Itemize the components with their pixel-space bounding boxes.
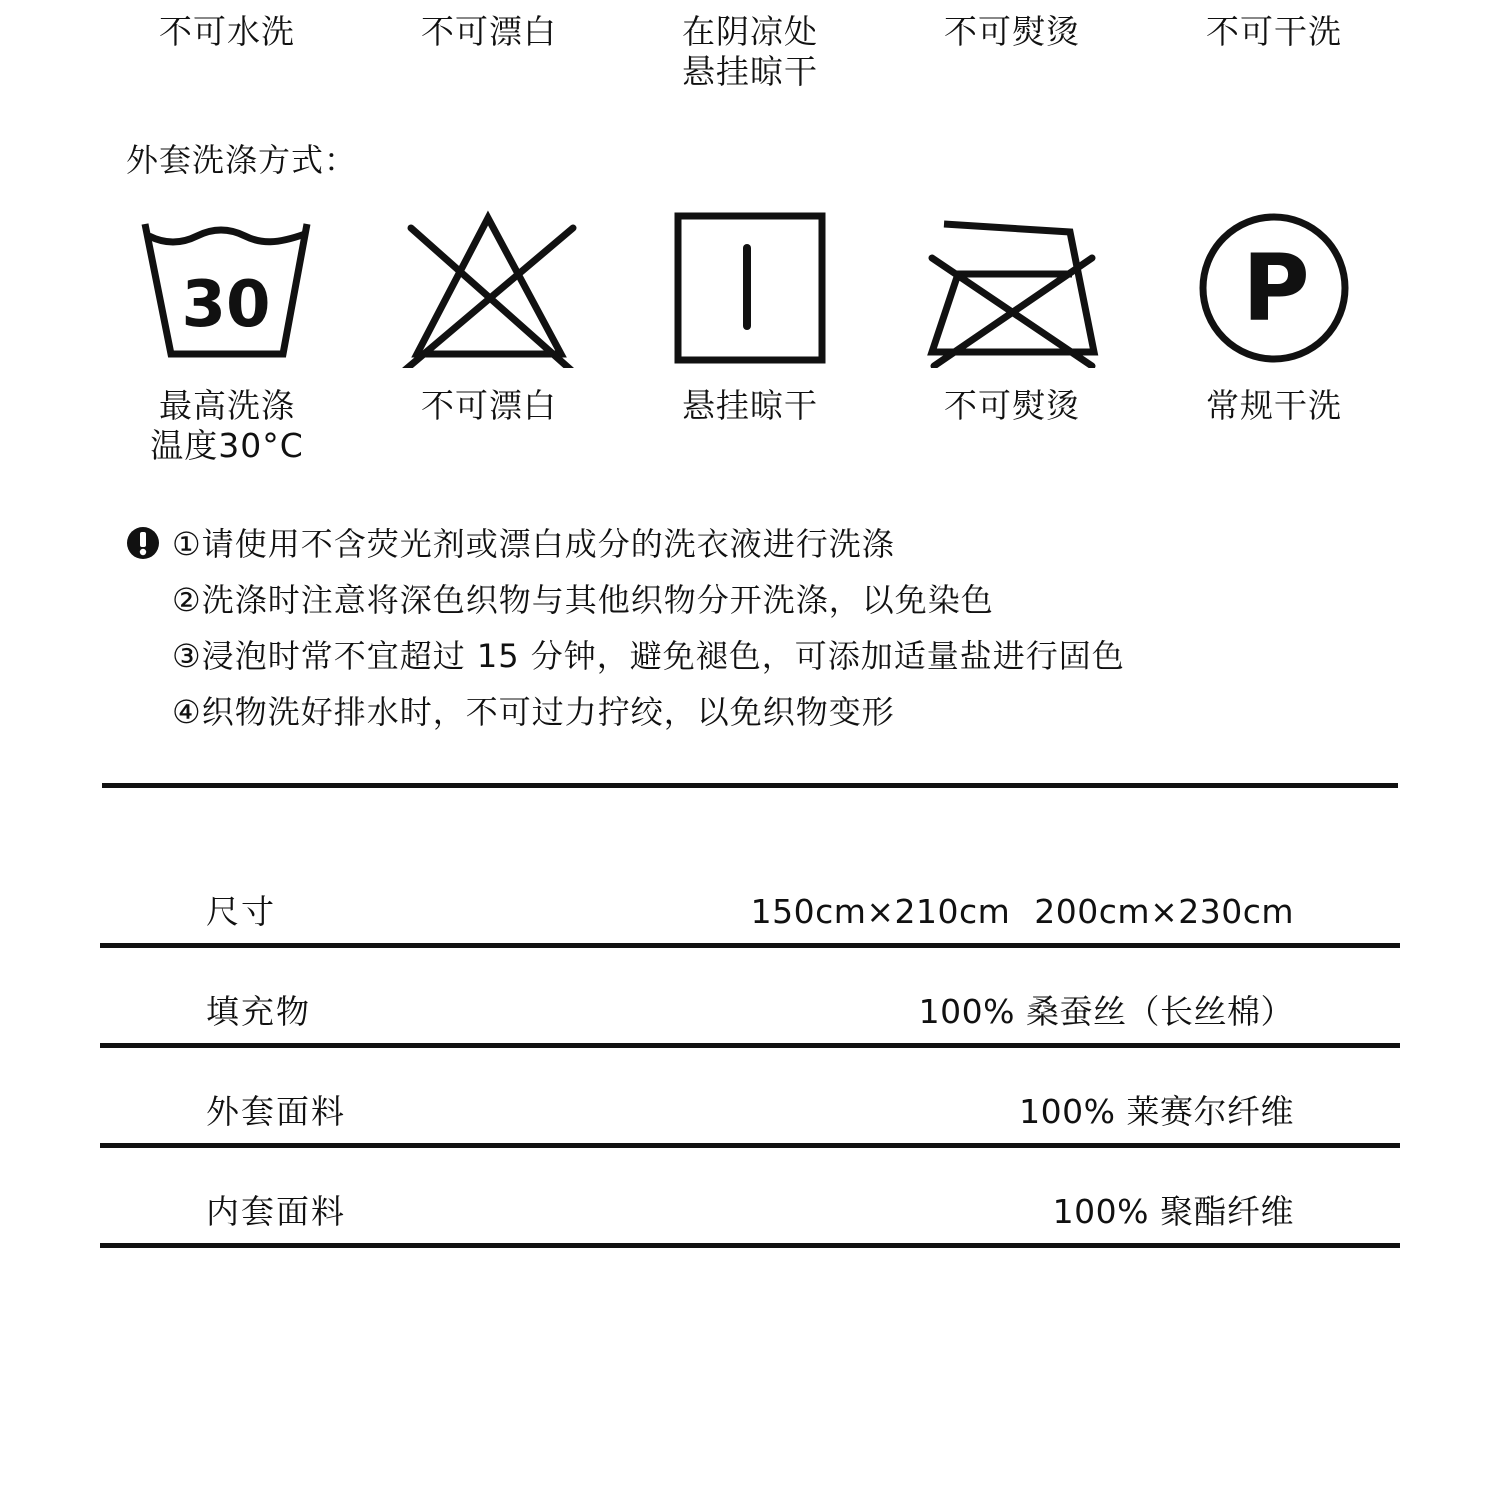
top-care-label-no-iron: 不可熨烫 [944,12,1080,51]
top-care-label-no-dry-clean: 不可干洗 [1206,12,1342,51]
outer-wash-title: 外套洗涤方式： [126,141,358,179]
note-item: ②洗涤时注意将深色织物与其他织物分开洗涤，以免染色 [172,581,994,619]
top-care-label-no-wash: 不可水洗 [159,12,295,51]
outer-fabric-value: 100% 莱赛尔纤维 [1019,1092,1294,1131]
no-iron-label: 不可熨烫 [944,386,1080,425]
wash-temperature-glyph: 30 [181,268,271,342]
no-iron-icon [922,208,1102,368]
spec-label: 尺寸 [206,892,276,931]
line-dry-label: 悬挂晾干 [682,386,818,425]
line-dry-icon [660,208,840,368]
note-item: ④织物洗好排水时，不可过力拧绞，以免织物变形 [172,693,895,731]
exclamation-icon [126,526,160,560]
spec-value [919,992,1294,1032]
dry-clean-label: 常规干洗 [1206,386,1342,425]
spec-value [751,892,1294,932]
wash-30-label: 最高洗涤 温度30°C [150,386,304,465]
spec-row-outer-fabric [100,1048,1400,1148]
spec-row-inner-fabric [100,1148,1400,1248]
spec-value [1053,1192,1294,1232]
dry-clean-glyph: P [1242,235,1310,342]
spec-label: 内套面料 [206,1192,346,1231]
filling-value: 100% 桑蚕丝（长丝棉） [918,992,1294,1031]
note-item: ③浸泡时常不宜超过 15 分钟，避免褪色，可添加适量盐进行固色 [172,637,1125,675]
spec-label: 外套面料 [206,1092,346,1131]
note-item: ①请使用不含荧光剂或漂白成分的洗衣液进行洗涤 [172,525,895,563]
row-divider [100,1243,1400,1248]
dry-clean-p-icon [1184,208,1364,368]
spec-label: 填充物 [206,992,311,1031]
top-care-label-shade-dry: 在阴凉处 悬挂晾干 [682,12,818,91]
top-care-label-no-bleach: 不可漂白 [421,12,557,51]
section-divider [102,783,1398,788]
size-option: 150cm×210cm [750,892,1011,931]
size-option: 200cm×230cm [1034,892,1294,931]
spec-row-size [100,848,1400,948]
wash-30-icon [137,208,317,368]
spec-row-filling [100,948,1400,1048]
no-bleach-icon [399,208,579,368]
no-bleach-label: 不可漂白 [421,386,557,425]
spec-value [1019,1092,1294,1132]
inner-fabric-value: 100% 聚酯纤维 [1052,1192,1294,1231]
